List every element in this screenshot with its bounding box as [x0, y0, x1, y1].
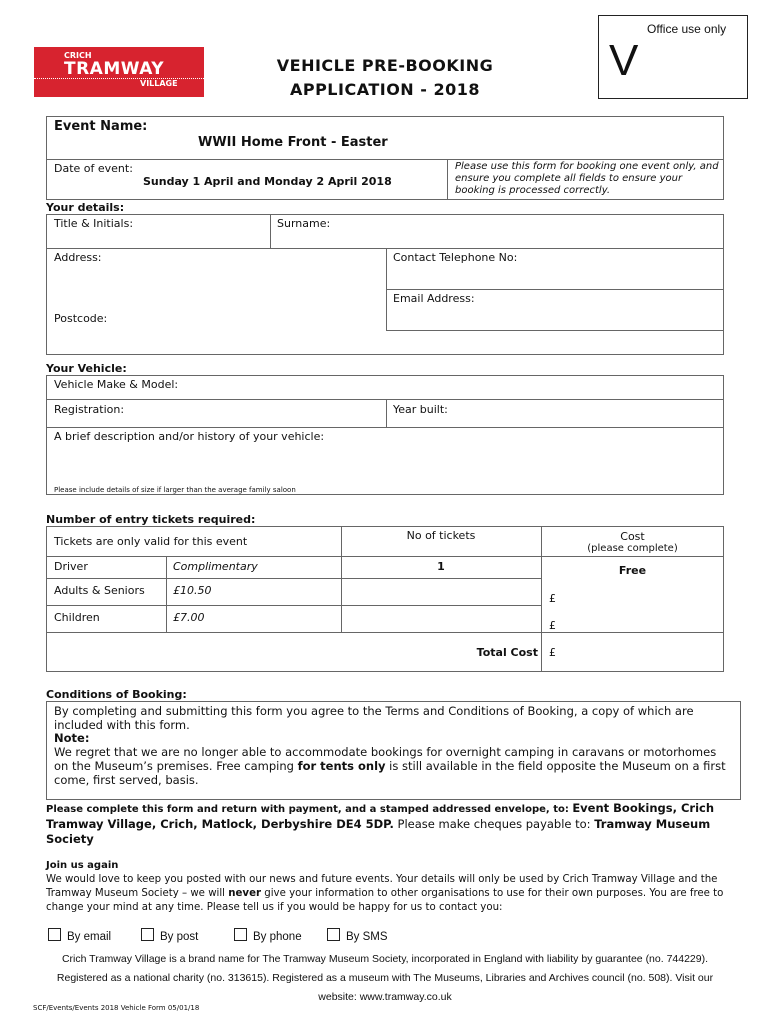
office-use-box [598, 15, 748, 99]
office-use-mark: V [609, 36, 639, 85]
vehicle-row2-divider [46, 427, 724, 428]
conditions-note-text-2: is still available in the field opposite the Museum on a first come, first served, basis. [54, 759, 726, 787]
ticket-row-driver-qty[interactable]: 1 [437, 560, 445, 573]
page-title-line2: APPLICATION - 2018 [289, 80, 481, 99]
tickets-col-header-qty: No of tickets [406, 529, 476, 542]
ticket-row-adults-qty[interactable] [341, 584, 541, 604]
contact-option-email-label: By email [67, 931, 112, 943]
details-section [46, 214, 724, 355]
ticket-row-adults-type: Adults & Seniors [54, 584, 145, 597]
contact-option-sms[interactable] [327, 928, 388, 943]
contact-option-email[interactable] [48, 928, 111, 943]
title-initials-field[interactable]: Title & Initials: [54, 217, 134, 230]
logo-village: VILLAGE [140, 79, 178, 88]
vehicle-reg-divider [386, 399, 387, 427]
return-part4: Tramway Museum Society [46, 817, 711, 846]
ticket-row-driver-price: Complimentary [173, 560, 258, 573]
event-date-label: Date of event: [54, 162, 133, 175]
total-cost-value[interactable]: £ [549, 646, 556, 659]
contact-option-sms-label: By SMS [346, 931, 388, 943]
event-note: Please use this form for booking one event only, and ensure you complete all fields to ensure your booking is processed correctly. [455, 161, 719, 196]
conditions-note-text-1: We regret that we are no longer able to accommodate bookings for overnight camping in caravans or motorhomes on the Museum’s premises. Free camping [54, 745, 717, 773]
tickets-col1-divider [166, 556, 167, 632]
ticket-row-children-cost[interactable]: £ [549, 619, 556, 632]
return-part1: Please complete this form and return with payment, and a stamped addressed envelope, to: [46, 804, 573, 815]
page-title-line1: VEHICLE PRE-BOOKING [276, 56, 494, 75]
tickets-valid-note: Tickets are only valid for this event [54, 535, 248, 548]
phone-field[interactable]: Contact Telephone No: [393, 251, 518, 264]
vehicle-make-field[interactable]: Vehicle Make & Model: [54, 378, 179, 391]
contact-option-phone-label: By phone [253, 931, 302, 943]
office-use-label: Office use only [647, 22, 727, 36]
ticket-row-children-type: Children [54, 611, 100, 624]
conditions-text: By completing and submitting this form you agree to the Terms and Conditions of Booking, a copy of which are included with this form. [54, 704, 694, 732]
return-instructions [46, 801, 726, 847]
details-email-divider [386, 330, 724, 331]
email-checkbox[interactable] [48, 928, 61, 941]
join-heading: Join us again [46, 860, 119, 871]
postcode-field[interactable]: Postcode: [54, 312, 108, 325]
conditions-note-label: Note: [54, 731, 90, 745]
logo-rule [34, 78, 204, 79]
ticket-row-adults-cost[interactable]: £ [549, 592, 556, 605]
logo-crich: CRICH [64, 51, 92, 60]
contact-option-post[interactable] [141, 928, 198, 943]
surname-field[interactable]: Surname: [277, 217, 331, 230]
join-text [46, 873, 726, 915]
logo-tramway: TRAMWAY [64, 59, 165, 79]
event-date-value: Sunday 1 April and Monday 2 April 2018 [143, 175, 392, 188]
return-part3: Please make cheques payable to: [393, 817, 595, 831]
join-text-2: give your information to other organisations to use for their own purposes. You are free to change your mind at any time. Please tell us if you would be happy for us to contact you: [46, 888, 724, 913]
tickets-col-header-cost-note: (please complete) [587, 543, 678, 554]
conditions-note [54, 745, 734, 787]
ticket-row-driver-type: Driver [54, 560, 88, 573]
tickets-row2-divider [46, 605, 541, 606]
address-field[interactable]: Address: [54, 251, 102, 264]
event-date-divider [447, 159, 448, 200]
logo [34, 47, 204, 97]
tickets-col-header-cost: Cost [620, 530, 645, 543]
tickets-heading: Number of entry tickets required: [46, 513, 256, 526]
form-reference: SCF/Events/Events 2018 Vehicle Form 05/01/18 [33, 1004, 200, 1012]
ticket-row-children-qty[interactable] [341, 611, 541, 631]
vehicle-description-note: Please include details of size if larger than the average family saloon [54, 486, 296, 494]
contact-option-post-label: By post [160, 931, 199, 943]
ticket-row-children-price: £7.00 [173, 611, 205, 624]
tickets-row1-divider [46, 578, 541, 579]
vehicle-row1-divider [46, 399, 724, 400]
post-checkbox[interactable] [141, 928, 154, 941]
registration-field[interactable]: Registration: [54, 403, 125, 416]
ticket-row-adults-price: £10.50 [173, 584, 212, 597]
details-phone-divider [386, 289, 724, 290]
event-name-label: Event Name: [54, 119, 148, 134]
total-cost-label: Total Cost [476, 646, 538, 659]
details-title-divider [270, 214, 271, 249]
ticket-row-driver-cost: Free [618, 564, 647, 577]
email-field[interactable]: Email Address: [393, 292, 475, 305]
sms-checkbox[interactable] [327, 928, 340, 941]
tickets-row3-divider [46, 632, 724, 633]
details-row1-divider [46, 248, 724, 249]
event-divider [46, 159, 724, 160]
return-part2: Event Bookings, Crich Tramway Village, Crich, Matlock, Derbyshire DE4 5DP. [46, 801, 715, 831]
tickets-header-divider [46, 556, 724, 557]
join-text-1: We would love to keep you posted with our news and future events. Your details will only be used by Crich Tramway Village and the Tramway Museum Society – we will [46, 874, 718, 899]
conditions-note-bold: for tents only [297, 759, 386, 773]
join-never: never [228, 888, 262, 899]
contact-option-phone[interactable] [234, 928, 302, 943]
vehicle-description-field[interactable]: A brief description and/or history of your vehicle: [54, 430, 325, 443]
vehicle-heading: Your Vehicle: [46, 362, 127, 375]
phone-checkbox[interactable] [234, 928, 247, 941]
event-name-value: WWII Home Front - Easter [198, 135, 388, 150]
charity-footer: Crich Tramway Village is a brand name for The Tramway Museum Society, incorporated in England with liability by guarantee (no. 744229). Registered as a national charity (no. 313615). Registered as a museum with The Museums, Libraries and Archives council (no. 508). Visit our website: www.tramway.co.uk [56, 953, 714, 1003]
conditions-heading: Conditions of Booking: [46, 688, 187, 701]
details-heading: Your details: [46, 201, 125, 214]
year-built-field[interactable]: Year built: [393, 403, 448, 416]
